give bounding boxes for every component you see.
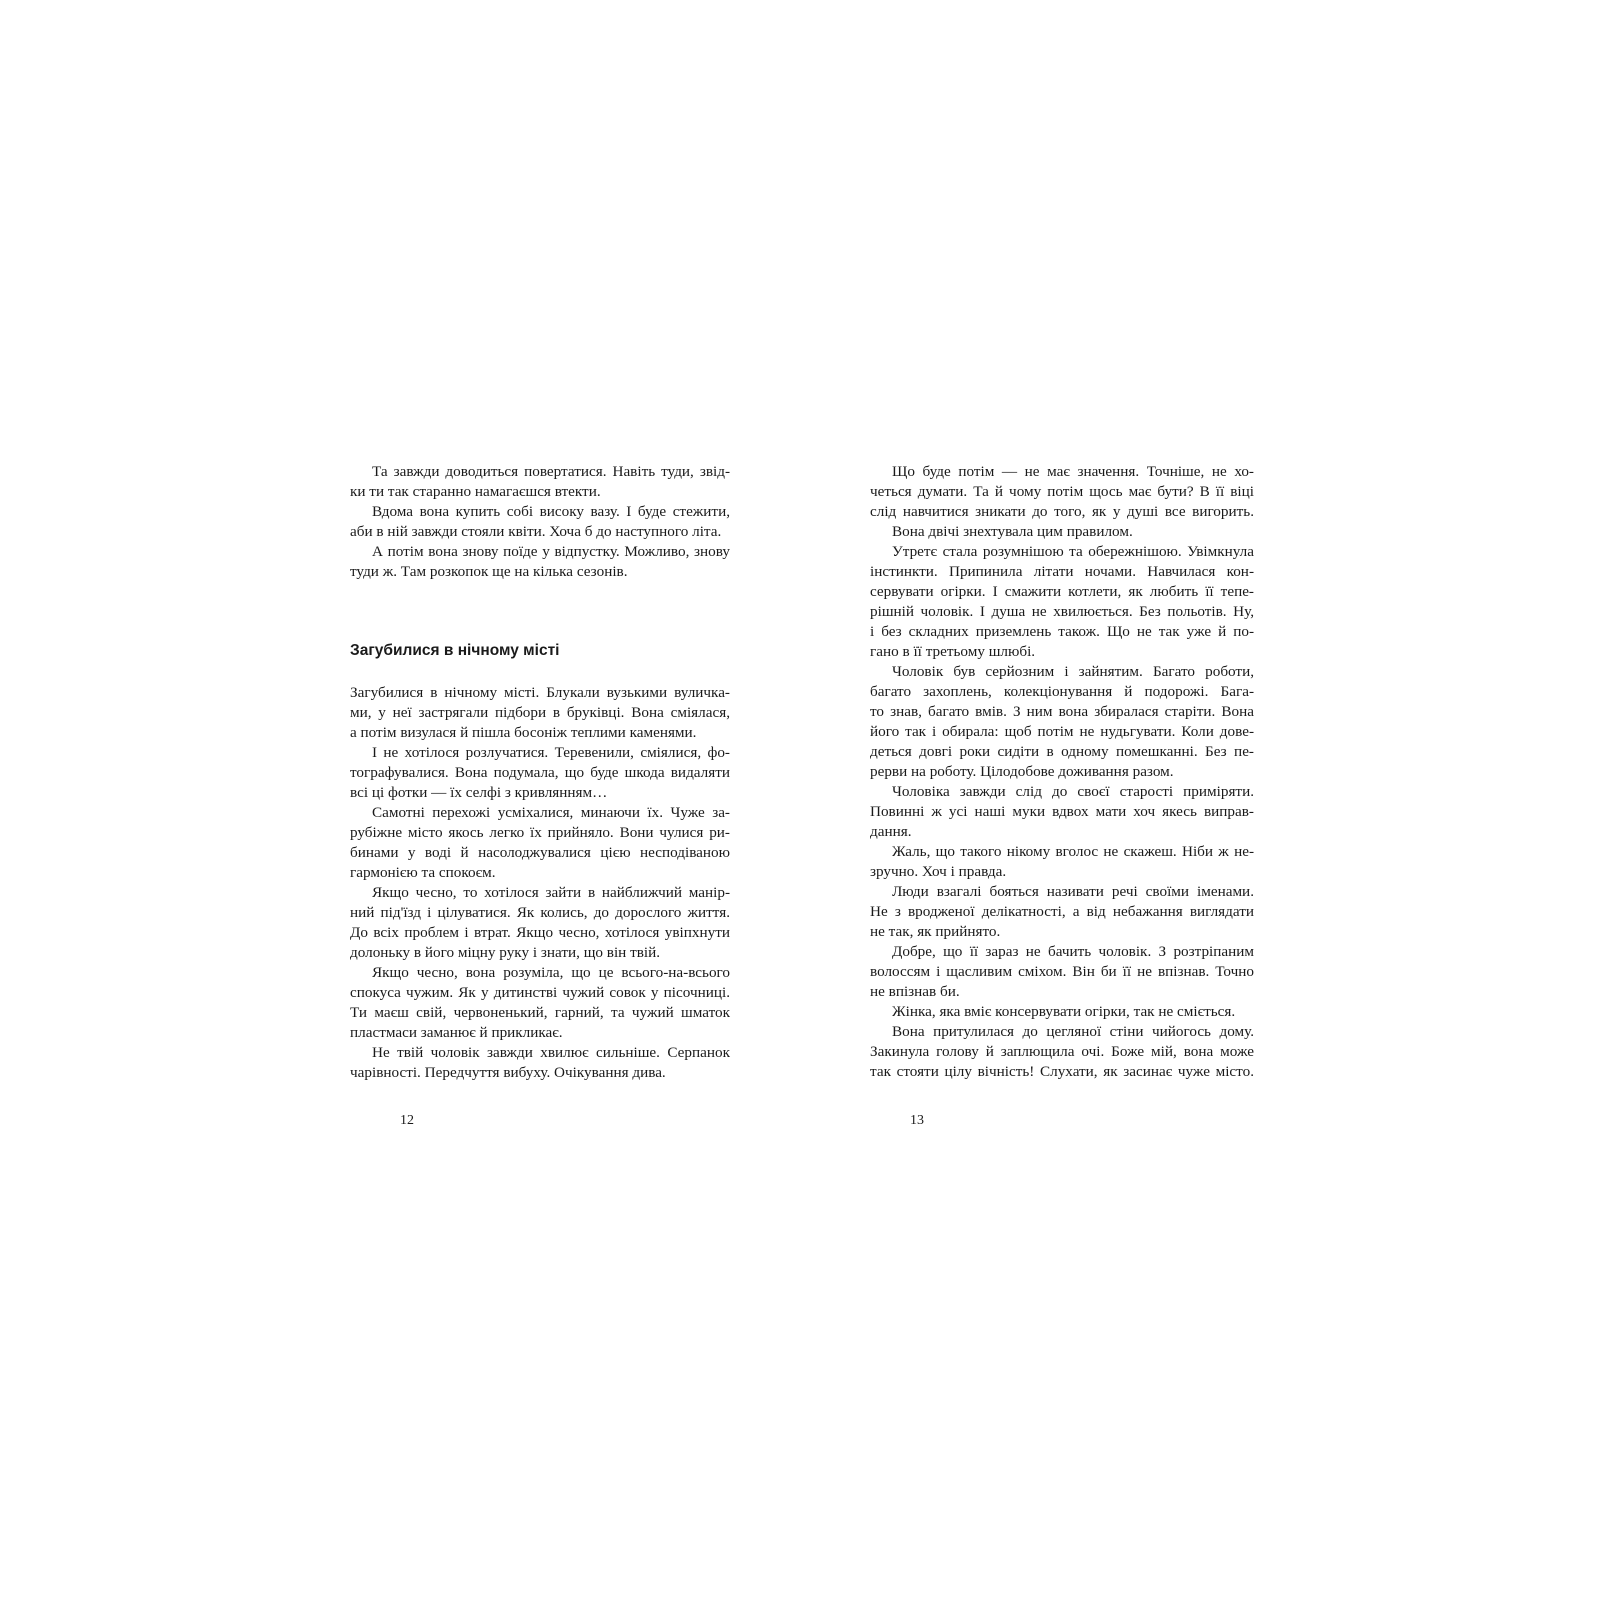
text-line: Жінка, яка вміє консервувати огірки, так не сміється. [892, 1003, 1236, 1020]
text-line: Жаль, що такого нікому вголос не скажеш. Ніби ж не- [892, 843, 1254, 860]
text-line: Та завжди доводиться повертатися. Навіть туди, звід- [372, 463, 730, 480]
text-line: не так, як прийнято. [870, 923, 1001, 940]
text-line: Самотні перехожі усміхалися, минаючи їх. Чуже за- [372, 804, 730, 821]
text-line: ми, у неї застрягали підбори в бруківці. Вона сміялася, [350, 704, 730, 721]
text-line: багато захоплень, колекціонування й подорожі. Бага- [870, 683, 1254, 700]
text-line: туди ж. Там розкопок ще на кілька сезонів. [350, 563, 628, 580]
text-line: аби в ній завжди стояли квіти. Хоча б до наступного літа. [350, 523, 722, 540]
text-line: а потім визулася й пішла босоніж теплими каменями. [350, 724, 697, 741]
text-line: Вдома вона купить собі високу вазу. І буде стежити, [372, 503, 730, 520]
text-line: гармонією та спокоєм. [350, 864, 496, 881]
text-line: чарівності. Передчуття вибуху. Очікування дива. [350, 1064, 666, 1081]
text-line: Вона притулилася до цегляної стіни чийогось дому. [892, 1023, 1254, 1040]
text-line: так стояти цілу вічність! Слухати, як засинає чуже місто. [870, 1063, 1254, 1080]
text-line: всі ці фотки — їх селфі з кривлянням… [350, 784, 608, 801]
text-line: ний під'їзд і цілуватися. Як колись, до дорослого життя. [350, 904, 730, 921]
text-line: четься думати. Та й чому потім щось має бути? В її віці [870, 483, 1254, 500]
text-line: спокуса чужим. Як у дитинстві чужий совок у пісочниці. [350, 984, 730, 1001]
text-line: зручно. Хоч і правда. [870, 863, 1007, 880]
text-line: не впізнав би. [870, 983, 960, 1000]
text-line: Якщо чесно, то хотілося зайти в найближчий манір- [372, 884, 730, 901]
text-line: А потім вона знову поїде у відпустку. Можливо, знову [372, 543, 730, 560]
text-line: дання. [870, 823, 912, 840]
text-line: Якщо чесно, вона розуміла, що це всього-на-всього [372, 964, 730, 981]
text-line: і без складних приземлень також. Що не так уже й по- [870, 623, 1254, 640]
text-line: його так і обирала: щоб потім не нудьгувати. Коли дове- [870, 723, 1254, 740]
text-line: Не з вродженої делікатності, а від небажання виглядати [870, 903, 1254, 920]
text-line: слід навчитися зникати до того, як у душі все вигорить. [870, 503, 1254, 520]
text-line: Загубилися в нічному місті. Блукали вузькими вуличка- [350, 684, 730, 701]
page-number: 13 [910, 1113, 924, 1128]
text-line: рішній чоловік. І душа не хвилюється. Без польотів. Ну, [870, 603, 1254, 620]
text-line: Утретє стала розумнішою та обережнішою. Увімкнула [892, 543, 1254, 560]
text-line: то знав, багато вмів. З ним вона збиралася старіти. Вона [870, 703, 1254, 720]
text-line: Повинні ж усі наші муки вдвох мати хоч якесь виправ- [870, 803, 1254, 820]
text-line: деться довгі роки сидіти в одному помешканні. Без пе- [870, 743, 1254, 760]
page-number: 12 [400, 1113, 414, 1128]
text-line: рерви на роботу. Цілодобове доживання разом. [870, 763, 1174, 780]
text-line: тографувалися. Вона подумала, що буде шкода видаляти [350, 764, 730, 781]
text-line: Чоловік був серйозним і зайнятим. Багато роботи, [892, 663, 1254, 680]
text-line: Добре, що її зараз не бачить чоловік. З розтріпаним [892, 943, 1254, 960]
section-heading: Загубилися в нічному місті [350, 642, 560, 659]
text-line: бинами у воді й насолоджувалися цією несподіваною [350, 844, 730, 861]
text-line: сервувати огірки. І смажити котлети, як любить її тепе- [870, 583, 1254, 600]
text-line: Що буде потім — не має значення. Точніше, не хо- [892, 463, 1254, 480]
text-line: пластмаси заманює й прикликає. [350, 1024, 563, 1041]
text-line: Ти маєш свій, червоненький, гарний, та чужий шматок [350, 1004, 730, 1021]
text-line: рубіжне місто якось легко їх прийняло. Вони чулися ри- [350, 824, 730, 841]
text-line: Не твій чоловік завжди хвилює сильніше. Серпанок [372, 1044, 730, 1061]
text-line: Люди взагалі бояться називати речі своїми іменами. [892, 883, 1254, 900]
text-line: Закинула голову й заплющила очі. Боже мій, вона може [870, 1043, 1254, 1060]
text-line: долоньку в його міцну руку і знати, що він твій. [350, 944, 661, 961]
text-line: ки ти так старанно намагаєшся втекти. [350, 483, 601, 500]
text-line: інстинкти. Припинила літати ночами. Навчилася кон- [870, 563, 1254, 580]
text-line: До всіх проблем і втрат. Якщо чесно, хотілося увіпхнути [350, 924, 730, 941]
text-line: волоссям і щасливим сміхом. Він би її не впізнав. Точно [870, 963, 1254, 980]
text-line: Вона двічі знехтувала цим правилом. [892, 523, 1133, 540]
text-line: гано в її третьому шлюбі. [870, 643, 1036, 660]
text-line: Чоловіка завжди слід до своєї старості приміряти. [892, 783, 1254, 800]
text-line: І не хотілося розлучатися. Теревенили, сміялися, фо- [372, 744, 730, 761]
